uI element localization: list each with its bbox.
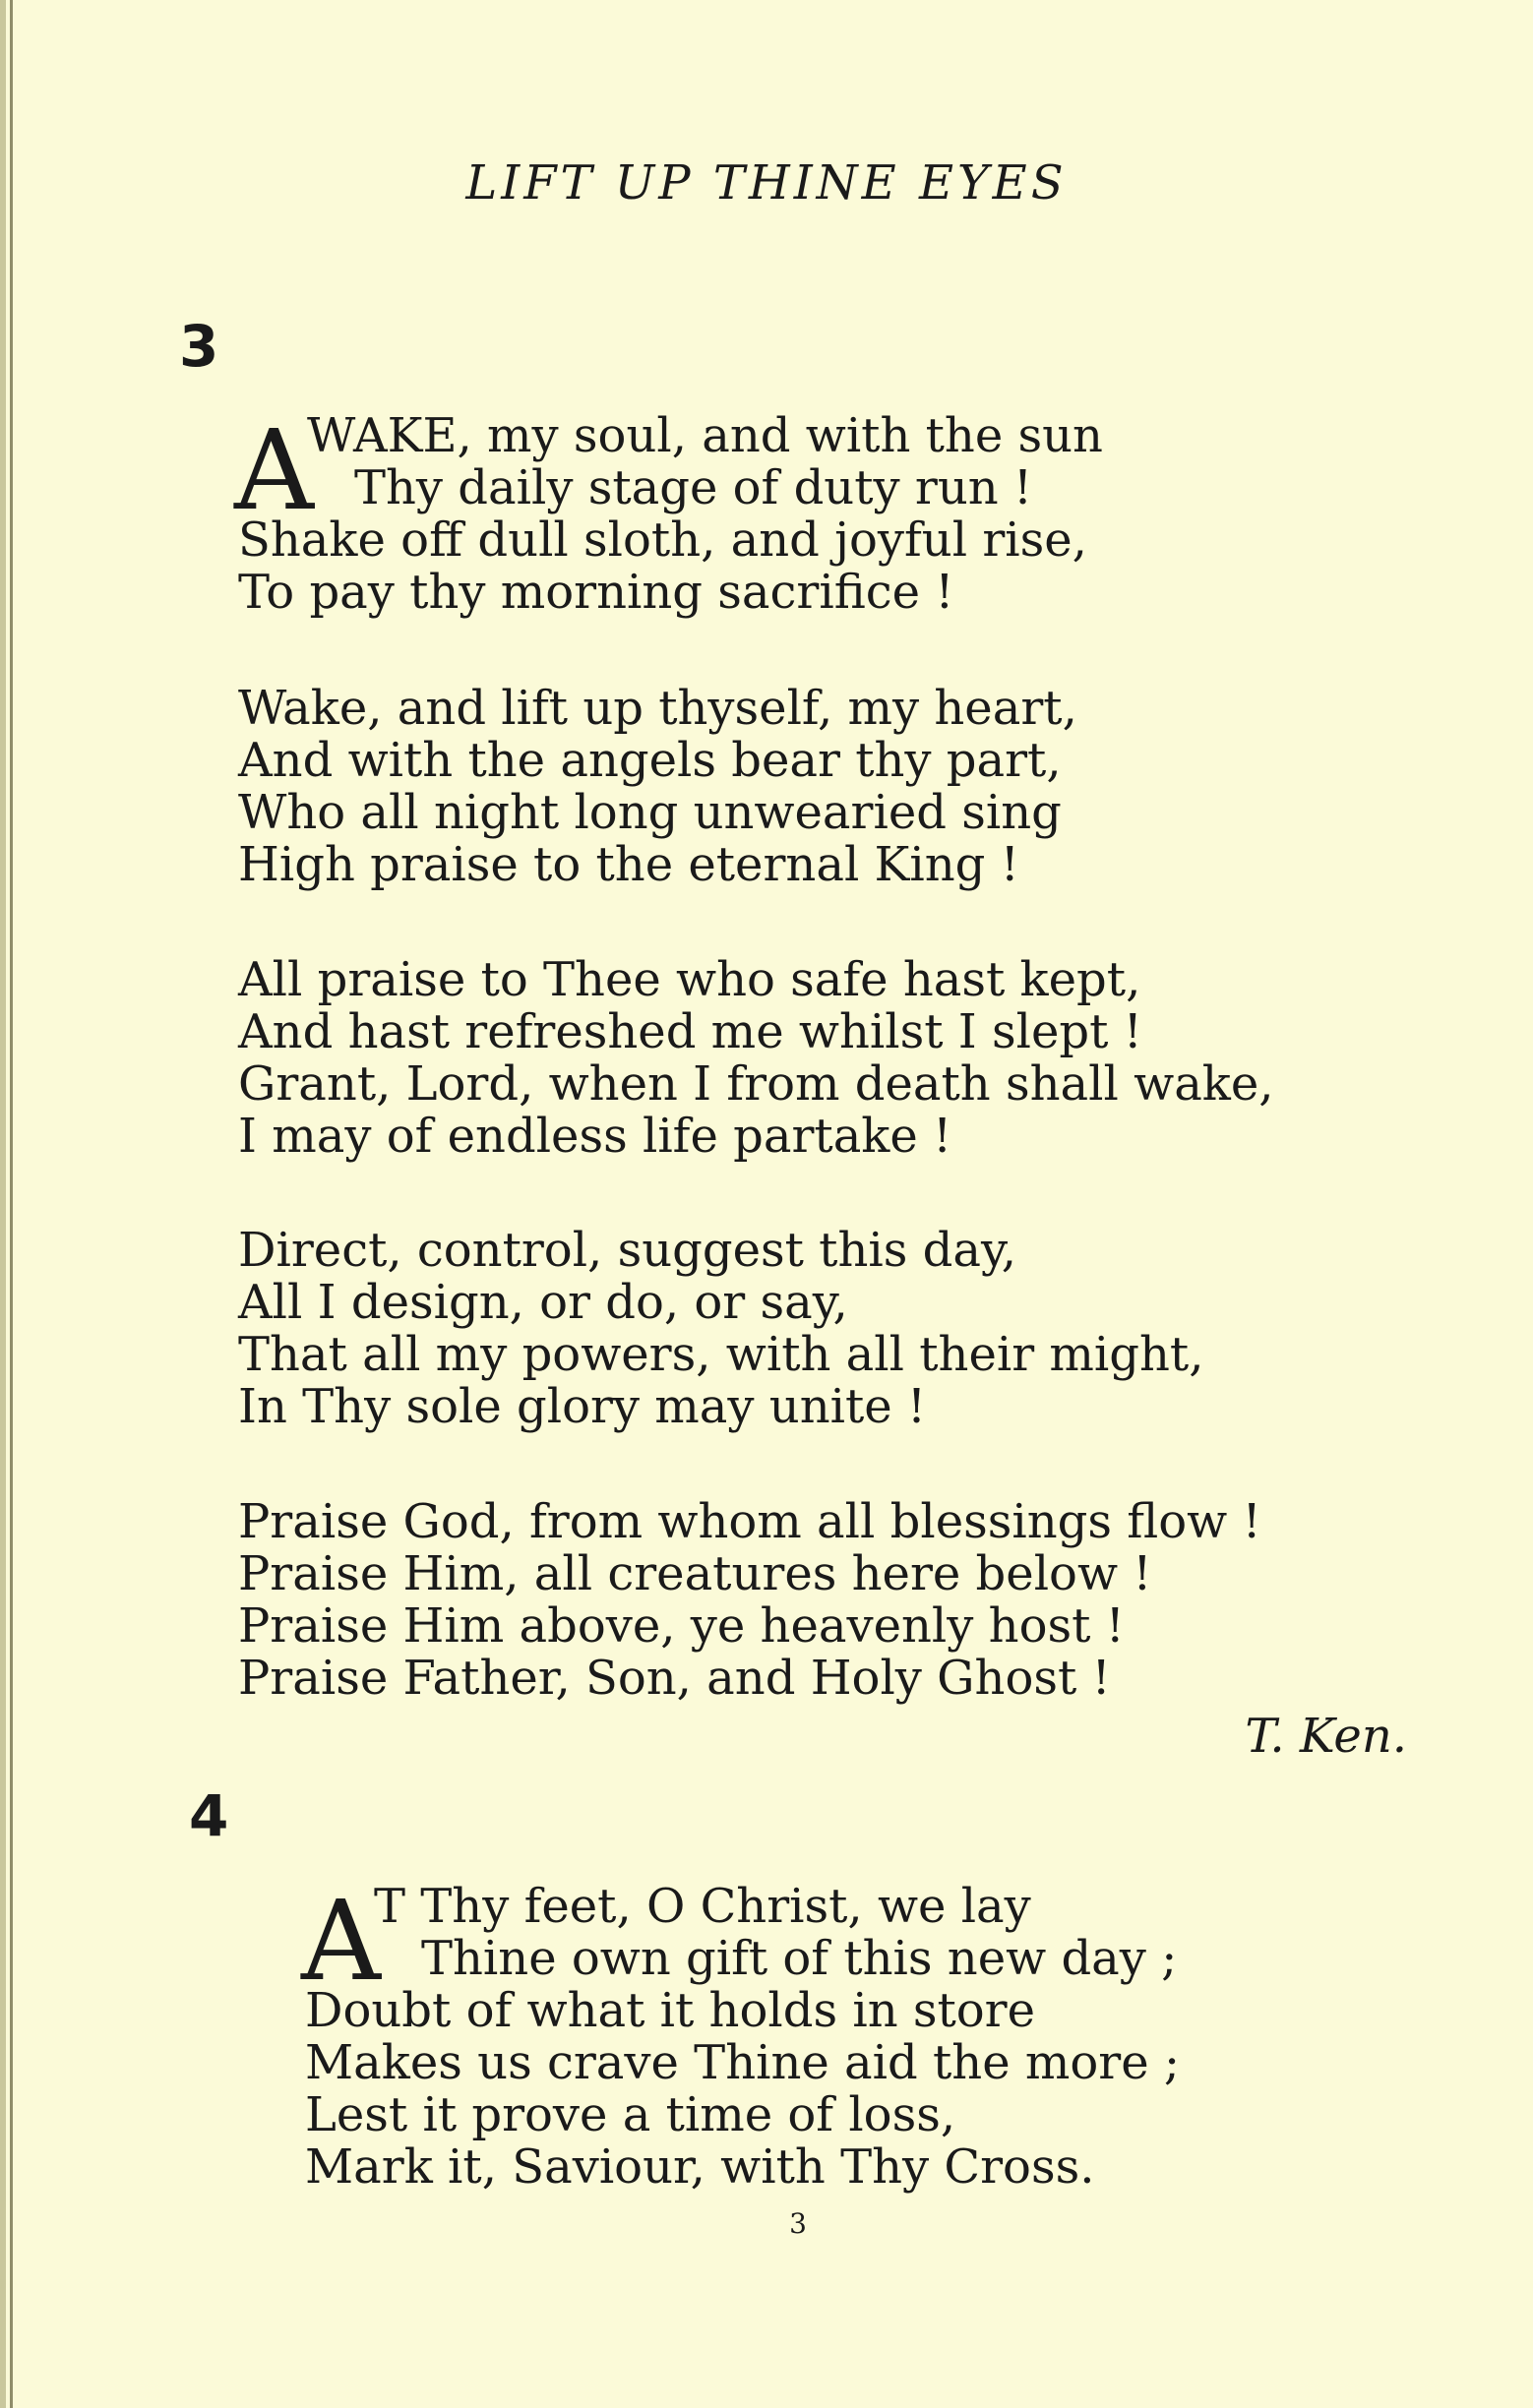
hymn-number-3: 3 <box>179 313 219 380</box>
verse-line: Thine own gift of this new day ; <box>421 1931 1178 1986</box>
verse-line: Makes us crave Thine aid the more ; <box>305 2035 1181 2090</box>
verse-line: To pay thy morning sacrifice ! <box>238 565 954 620</box>
page-number: 3 <box>789 2207 807 2240</box>
hymn3-verse-3 <box>238 954 1274 1163</box>
verse-line: Wake, and lift up thyself, my heart, <box>238 681 1077 736</box>
verse-line: WAKE, my soul, and with the sun <box>307 408 1103 463</box>
running-head: LIFT UP THINE EYES <box>465 155 1068 211</box>
hymn3-attribution: T. Ken. <box>1245 1709 1407 1764</box>
dropcap-3: A <box>234 407 314 535</box>
verse-line: All I design, or do, or say, <box>238 1275 848 1330</box>
verse-line: Direct, control, suggest this day, <box>238 1223 1016 1278</box>
verse-line: Mark it, Saviour, with Thy Cross. <box>305 2139 1095 2195</box>
verse-line: Shake off dull sloth, and joyful rise, <box>238 512 1087 568</box>
hymn3-verse-4 <box>238 1225 1203 1433</box>
verse-line: All praise to Thee who safe hast kept, <box>238 952 1141 1007</box>
verse-line: I may of endless life partake ! <box>238 1109 952 1164</box>
hymn-number-4: 4 <box>189 1782 229 1849</box>
verse-line: Grant, Lord, when I from death shall wake, <box>238 1056 1274 1112</box>
verse-line: Praise Father, Son, and Holy Ghost ! <box>238 1651 1111 1706</box>
verse-line: Lest it prove a time of loss, <box>305 2087 956 2142</box>
hymn3-verse-1 <box>234 407 1103 620</box>
hymn3-verse-2 <box>238 683 1077 891</box>
verse-line: And with the angels bear thy part, <box>238 733 1062 788</box>
verse-line: Doubt of what it holds in store <box>305 1983 1036 2038</box>
verse-line: And hast refreshed me whilst I slept ! <box>238 1004 1142 1059</box>
verse-line: Praise Him, all creatures here below ! <box>238 1546 1152 1601</box>
verse-line: Thy daily stage of duty run ! <box>354 460 1033 515</box>
verse-line: T Thy feet, O Christ, we lay <box>374 1879 1031 1934</box>
verse-line: Praise God, from whom all blessings flow ! <box>238 1494 1261 1549</box>
hymn3-verse-5 <box>238 1496 1261 1705</box>
verse-line: That all my powers, with all their might, <box>238 1327 1204 1382</box>
page-edge <box>0 0 6 2408</box>
verse-line: High praise to the eternal King ! <box>238 837 1019 892</box>
verse-line: In Thy sole glory may unite ! <box>238 1379 927 1434</box>
verse-line: Praise Him above, ye heavenly host ! <box>238 1598 1125 1654</box>
page-edge-line <box>10 0 13 2408</box>
hymn4-verse-1 <box>301 1878 1181 2195</box>
verse-line: Who all night long unwearied sing <box>238 785 1062 840</box>
dropcap-4: A <box>301 1878 381 2006</box>
